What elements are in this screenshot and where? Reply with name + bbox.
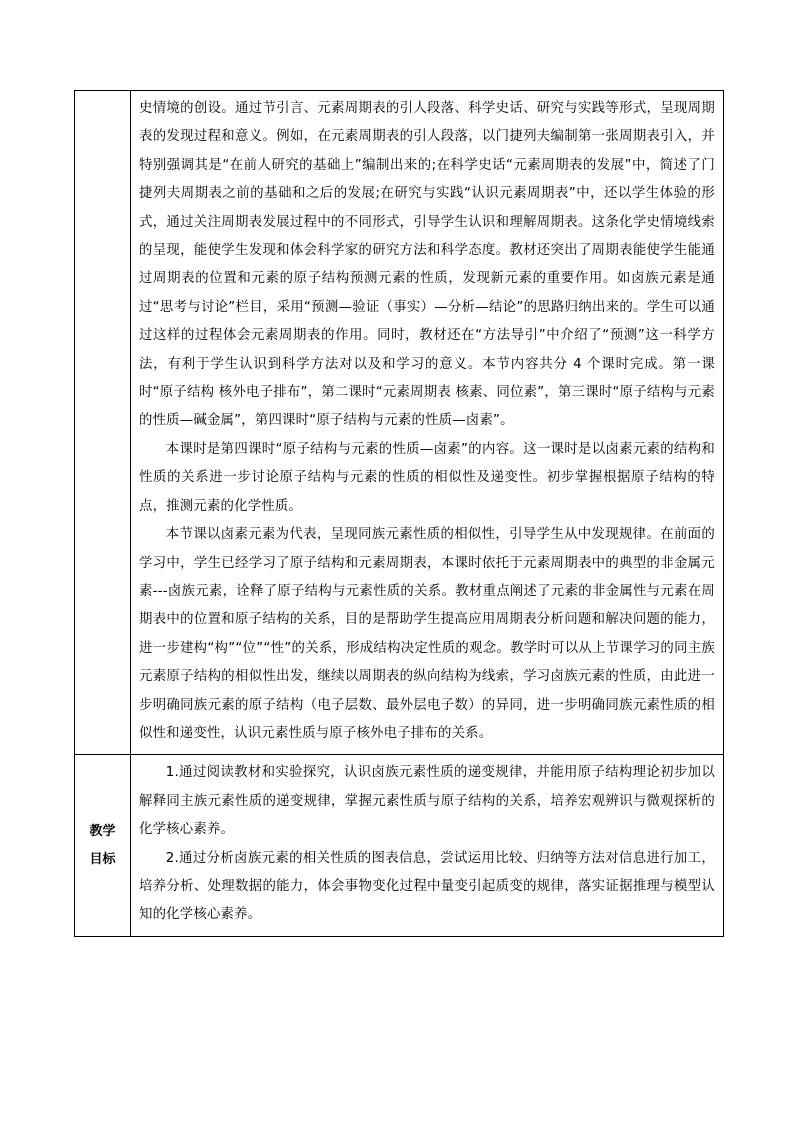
row-label-cell: [75, 91, 131, 755]
content-cell: [131, 755, 724, 936]
paragraph: 史情境的创设。通过节引言、元素周期表的引人段落、科学史话、研究与实践等形式，呈现周期表的发现过程和意义。例如，在元素周期表的引人段落，以门捷列夫编制第一张周期表引入，并特别强调其是“在前人研究的基础上”编制出来的;在科学史话“元素周期表的发展”中，简述了门捷列夫周期表之前的基础和之后的发展;在研究与实践“认识元素周期表”中，还以学生体验的形式，通过关注周期表发展过程中的不同形式，引导学生认识和理解周期表。这条化学史情境线索的呈现，能使学生发现和体会科学家的研究方法和科学态度。教材还突出了周期表能使学生能通过周期表的位置和元素的原子结构预测元素的性质，发现新元素的重要作用。如卤族元素是通过“思考与讨论”栏目，采用“预测—验证（事实）—分析—结论”的思路归纳出来的。学生可以通过这样的过程体会元素周期表的作用。同时，教材还在“方法导引”中介绍了“预测”这一科学方法，有利于学生认识到科学方法对以及和学习的意义。本节内容共分 4 个课时完成。第一课时“原子结构 核外电子排布”，第二课时“元素周期表 核素、同位素”，第三课时“原子结构与元素的性质—碱金属”，第四课时“原子结构与元素的性质—卤素”。: [139, 101, 715, 429]
content-cell: [131, 91, 724, 755]
paragraph: 本课时是第四课时“原子结构与元素的性质—卤素”的内容。这一课时是以卤素元素的结构和性质的关系进一步讨论原子结构与元素的性质的相似性及递变性。初步掌握根据原子结构的特点，推测元素的化学性质。: [139, 441, 715, 514]
table-row: [75, 755, 724, 936]
lesson-plan-table: [74, 90, 724, 937]
paragraph: 本节课以卤素元素为代表，呈现同族元素性质的相似性，引导学生从中发现规律。在前面的学习中，学生已经学习了原子结构和元素周期表，本课时依托于元素周期表中的典型的非金属元素---卤族元素，诠释了原子结构与元素性质的关系。教材重点阐述了元素的非金属性与元素在周期表中的位置和原子结构的关系，目的是帮助学生提高应用周期表分析问题和解决问题的能力，进一步建构“构”“位”“性”的关系，形成结构决定性质的观念。教学时可以从上节课学习的同主族元素原子结构的相似性出发，继续以周期表的纵向结构为线索，学习卤族元素的性质，由此进一步明确同族元素的原子结构（电子层数、最外层电子数）的异同，进一步明确同族元素性质的相似性和递变性，认识元素性质与原子核外电子排布的关系。: [139, 527, 715, 741]
row-label-cell: [75, 755, 131, 936]
objective-item: 2.通过分析卤族元素的相关性质的图表信息，尝试运用比较、归纳等方法对信息进行加工，培养分析、处理数据的能力，体会事物变化过程中量变引起质变的规律，落实证据推理与模型认知的化学核心素养。: [139, 850, 715, 923]
objective-item: 1.通过阅读教材和实验探究，认识卤族元素性质的递变规律，并能用原子结构理论初步加以解释同主族元素性质的递变规律，掌握元素性质与原子结构的关系，培养宏观辨识与微观探析的化学核心素养。: [139, 765, 715, 838]
teaching-objectives-label: 教学目标: [89, 823, 116, 867]
table-row: [75, 91, 724, 755]
